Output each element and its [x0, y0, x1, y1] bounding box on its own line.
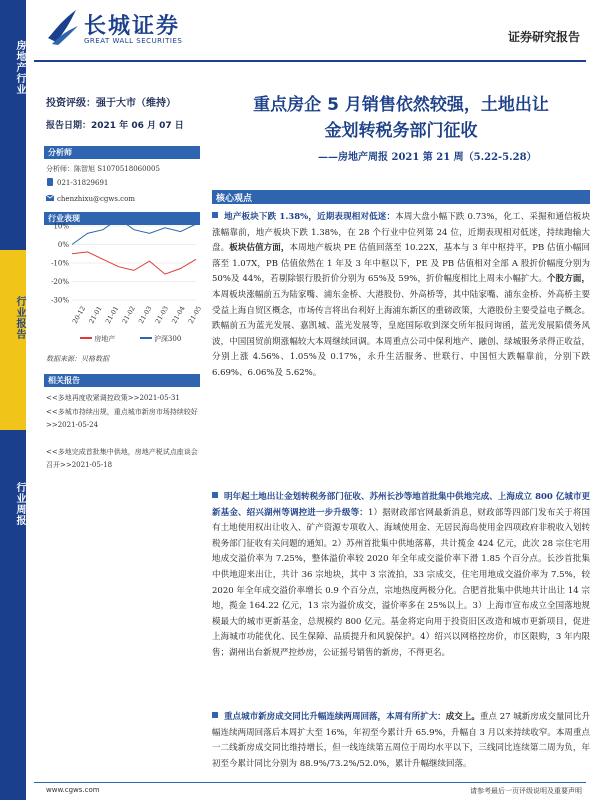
- header-divider: [34, 60, 586, 62]
- band-label-industry: 房地产行业: [14, 40, 25, 95]
- core-paragraph-1: [212, 210, 590, 382]
- related-section-header: 相关报告: [44, 374, 200, 387]
- band-label-report: 行业报告: [14, 296, 25, 340]
- report-type: 证券研究报告: [507, 30, 580, 44]
- bullet-square-icon: [212, 492, 218, 498]
- chart-ytick-label: -20%: [51, 278, 69, 286]
- analyst-section-header: 分析师: [44, 146, 200, 159]
- p3-body: 重点 27 城新房成交量同比升幅连续两周回落后本周扩大至 16%，年初至今累计升 65.9%，升幅自 3 月以来持续收窄。本周重点一二线新房成交同比维持增长，但一线连续第五周位于周均水平以下，三线同比连续第二周为负，年初至今累计同比分别为 88.9%/73.2%/52.0%，累计升幅继续回落。: [212, 712, 590, 769]
- band-label-weekly: 行业周报: [14, 482, 25, 526]
- core-view-label: 核心观点: [216, 194, 253, 204]
- p2-lead: 明年起土地出让金划转税务部门征收、苏州长沙等地首批集中供地完成、上海成立 800 亿城市更新基金、绍兴湖州等调控进一步升级等：: [212, 492, 590, 518]
- chart-ytick-label: -30%: [51, 296, 69, 305]
- analyst-phone: 021-31829691: [57, 179, 109, 187]
- series-line-csi300: [72, 219, 196, 245]
- logo-text-en: GREAT WALL SECURITIES: [84, 37, 183, 45]
- analyst-name: 分析师：陈智旭 S1070518060005: [46, 165, 160, 173]
- report-title: [212, 92, 590, 144]
- chart-ytick-label: 10%: [53, 222, 69, 231]
- p2-body: 1）据财政部官网最新消息，财政部等四部门发布关于将国有土地使用权出让收入、矿产资源专项收入、海域使用金、无居民海岛使用金四项政府非税收入划转税务部门征收有关问题的通知。2）苏州首批集中供地落幕，共计揽金 424 亿元，此次 28 宗住宅用地成交溢价率为 7.25%，整体溢价率较 2020 年全年成交溢价率下滑 1.85 个百分点。长沙首批集中供地迎来出让，共计 36 宗地块，其中 3 宗流拍，33 宗成交，住宅用地成交溢价率为 7.5%，较 2020 年全年成交溢价率增长 0.9 个百分点，宗地热度两极分化。合肥首批集中供地共计出让 14 宗地，揽金 164.22 亿元，13 宗为溢价成交，溢价率多在 25%以上。3）上海市宣布成立全国落地规模最大的城市更新基金，总规模约 800 亿元。基金将定向用于投资旧区改造和城市更新项目，促进上海城市功能优化、民生保障、品质提升和风貌保护。4）绍兴以网格控房价，市区限购，3 年内限售；湖州出台新规严控炒房，公证摇号销售的新房，不得更名。: [212, 507, 590, 658]
- band-segment-industry: [0, 0, 26, 250]
- chart-xtick-label: 21-02: [120, 304, 137, 325]
- logo: [46, 8, 246, 56]
- chart-ytick-label: 0%: [57, 241, 69, 249]
- phone-icon: [46, 178, 54, 186]
- chart-xtick-label: 21-01: [87, 304, 104, 325]
- chart-ytick-label: -10%: [51, 259, 69, 268]
- core-paragraph-2: [212, 490, 590, 662]
- logo-text-zh: 长城证券: [84, 14, 181, 39]
- logo-bird-icon: [46, 8, 80, 46]
- bullet-square-icon: [212, 212, 218, 218]
- email-icon: [46, 194, 54, 202]
- footer-note: 请参考最后一页评级说明及重要声明: [470, 787, 582, 795]
- performance-chart: [44, 222, 204, 330]
- bullet-square-icon: [212, 712, 218, 718]
- chart-section-header: 行业表现: [44, 212, 200, 225]
- chart-xtick-label: 21-03: [153, 304, 170, 325]
- rating: 投资评级：强于大市（维持）: [46, 98, 176, 109]
- related-report-3[interactable]: <<多地完成首批集中供地，房地产税试点座谈会召开>>2021-05-18: [46, 448, 198, 469]
- analyst-email[interactable]: chenzhixu@cgws.com: [57, 195, 135, 203]
- core-paragraph-3: [212, 710, 590, 772]
- p1-body: 本周大盘小幅下跌 0.73%，化工、采掘和通信板块涨幅靠前，地产板块下跌 1.38%，在 28 个行业中位列第 24 位，近期表现相对低迷，持续跑输大盘。: [212, 212, 590, 254]
- footer-divider: [34, 782, 586, 783]
- footer-url[interactable]: www.cgws.com: [46, 786, 100, 794]
- chart-legend: [80, 334, 200, 344]
- report-title-line1: 重点房企 5 月销售依然较强，土地出让: [253, 95, 549, 115]
- p3-lead: 重点城市新房成交同比升幅连续两周回落，本周有所扩大：: [224, 712, 446, 722]
- report-subtitle: ——房地产周报 2021 第 21 周（5.22-5.28）: [318, 152, 537, 163]
- chart-source: 数据来源：贝格数据: [46, 355, 109, 363]
- related-report-2[interactable]: <<多城市持续出规，重点城市新房市场持续较好>>2021-05-24: [46, 408, 198, 429]
- analyst-phone-row: [46, 178, 108, 187]
- legend-swatch-realestate: [80, 337, 92, 339]
- p1-bold2: 个股方面，: [546, 274, 590, 285]
- p3-bold: 成交上。: [445, 712, 480, 722]
- chart-xtick-label: 20-12: [70, 304, 88, 325]
- chart-xtick-label: 21-05: [186, 304, 204, 325]
- side-band: [0, 0, 26, 800]
- analyst-email-row: [46, 194, 135, 203]
- band-segment-report: [0, 250, 26, 430]
- legend-swatch-csi300: [140, 337, 152, 339]
- report-title-line2: 金划转税务部门征收: [324, 121, 478, 141]
- chart-xtick-label: 21-01: [103, 304, 121, 325]
- p1-body2: 本周地产板块 PE 估值回落至 10.22X，基本与 3 年中枢持平，PB 估值小幅回落至 1.07X，PB 估值依然在 1 年及 3 年中枢以下，PE 及 PB 估值相对全部 A 股折价幅度分别为 50%及 44%，若剔除银行股折价分别为 65%及 59%，折价幅度相比上周未小幅扩大。: [212, 243, 590, 285]
- core-view-bar: [212, 190, 590, 204]
- p1-body3: 本周板块涨幅前五为陆家嘴、浦东金桥、大港股份、外高桥等，其中陆家嘴、浦东金桥、外高桥主要受益上海自贸区概念，市场传言将出台利好上海浦东新区的重磅政策，大港股份主要受益电子概念。跌幅前五为蓝光发展、嘉凯城、蓝光发展等，皇庭国际收到深交所年报问询函，蓝光发展陷债务风波，中国国贸前期涨幅较大本周继续回调。本周重点公司中保利地产、融创、绿城服务录得正收益，分别上涨 4.56%、1.05%及 0.17%，永升生活服务、世联行、中国恒大跌幅靠前，分别下跌 6.69%、6.06%及 5.62%。: [212, 289, 590, 378]
- band-segment-weekly: [0, 430, 26, 800]
- related-report-1[interactable]: <<多地再度收紧调控政策>>2021-05-31: [46, 394, 180, 402]
- legend-label-csi300: 沪深300: [153, 335, 182, 343]
- p1-lead: 地产板块下跌 1.38%，近期表现相对低迷：: [224, 212, 396, 222]
- chart-xtick-label: 21-04: [170, 304, 187, 325]
- chart-xtick-label: 21-03: [137, 304, 154, 325]
- p1-bold: 板块估值方面，: [229, 243, 290, 254]
- report-date: 报告日期：2021 年 06 月 07 日: [46, 121, 184, 131]
- legend-label-realestate: 房地产: [94, 335, 116, 343]
